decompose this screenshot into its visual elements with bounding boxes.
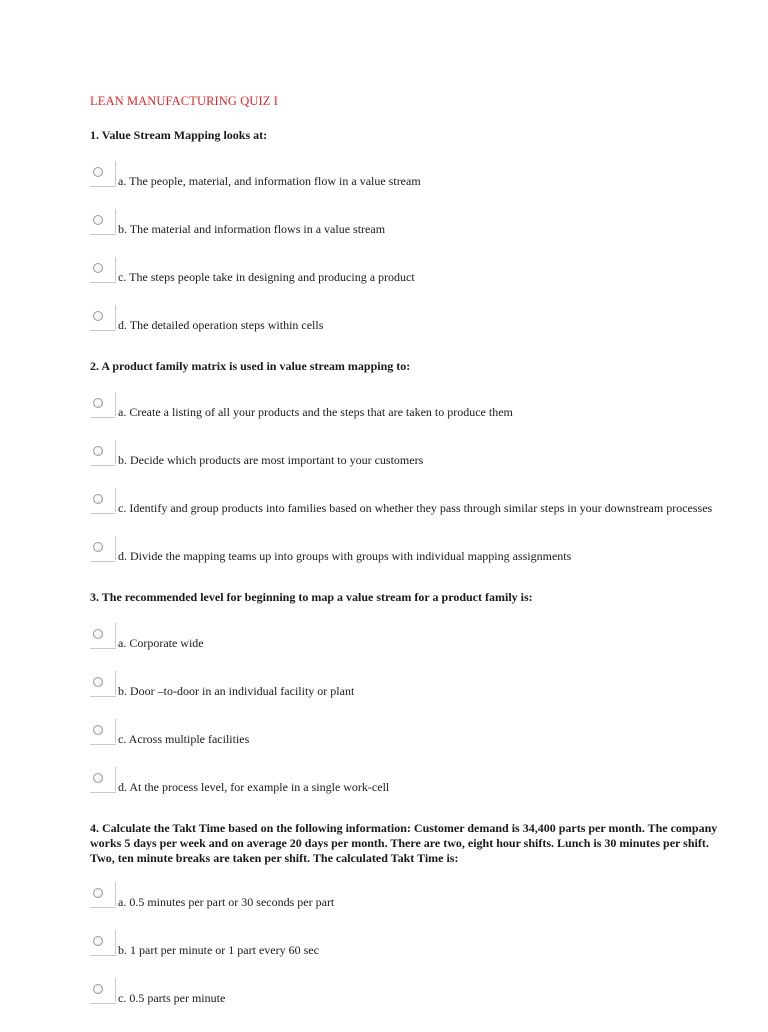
answer-option[interactable] bbox=[90, 398, 730, 420]
radio-button[interactable] bbox=[93, 311, 103, 321]
question-text: 2. A product family matrix is used in value stream mapping to: bbox=[90, 359, 411, 373]
radio-button[interactable] bbox=[93, 215, 103, 225]
question-text: 3. The recommended level for beginning to map a value stream for a product family is: bbox=[90, 590, 533, 604]
answer-option[interactable] bbox=[90, 888, 730, 910]
answer-option[interactable] bbox=[90, 984, 730, 1006]
answer-option[interactable] bbox=[90, 215, 730, 237]
radio-button[interactable] bbox=[93, 263, 103, 273]
radio-button[interactable] bbox=[93, 542, 103, 552]
answer-option[interactable] bbox=[90, 494, 730, 516]
question-text: 4. Calculate the Takt Time based on the following information: Customer demand is 34,400 parts per month. The company works 5 days per week and on average 20 days per month. There are two, eight hour shifts. Lunch is 30 minutes per shift. Two, ten minute breaks are taken per shift. The calculated Takt Time is: bbox=[90, 821, 718, 865]
option-label: a. 0.5 minutes per part or 30 seconds per part bbox=[118, 895, 335, 909]
answer-option[interactable] bbox=[90, 167, 730, 189]
answer-options bbox=[90, 398, 730, 564]
option-label: a. Create a listing of all your products and the steps that are taken to produce them bbox=[118, 405, 513, 419]
question-4 bbox=[90, 821, 730, 1006]
radio-button[interactable] bbox=[93, 984, 103, 994]
answer-options bbox=[90, 167, 730, 333]
radio-button[interactable] bbox=[93, 936, 103, 946]
radio-button[interactable] bbox=[93, 773, 103, 783]
answer-option[interactable] bbox=[90, 725, 730, 747]
option-label: c. Across multiple facilities bbox=[118, 732, 250, 746]
answer-option[interactable] bbox=[90, 263, 730, 285]
question-2 bbox=[90, 359, 730, 564]
answer-option[interactable] bbox=[90, 936, 730, 958]
answer-option[interactable] bbox=[90, 542, 730, 564]
option-label: b. Decide which products are most important to your customers bbox=[118, 453, 424, 467]
radio-button[interactable] bbox=[93, 446, 103, 456]
option-label: d. Divide the mapping teams up into groups with groups with individual mapping assignments bbox=[118, 549, 572, 563]
option-label: c. The steps people take in designing and producing a product bbox=[118, 270, 415, 284]
option-label: b. The material and information flows in a value stream bbox=[118, 222, 386, 236]
answer-option[interactable] bbox=[90, 311, 730, 333]
answer-option[interactable] bbox=[90, 677, 730, 699]
option-label: d. At the process level, for example in a single work-cell bbox=[118, 780, 390, 794]
radio-button[interactable] bbox=[93, 629, 103, 639]
option-label: b. Door –to-door in an individual facility or plant bbox=[118, 684, 355, 698]
question-text: 1. Value Stream Mapping looks at: bbox=[90, 128, 268, 142]
answer-option[interactable] bbox=[90, 446, 730, 468]
quiz-page bbox=[90, 94, 730, 1032]
radio-button[interactable] bbox=[93, 167, 103, 177]
radio-button[interactable] bbox=[93, 494, 103, 504]
answer-option[interactable] bbox=[90, 773, 730, 795]
option-label: c. 0.5 parts per minute bbox=[118, 991, 226, 1005]
radio-button[interactable] bbox=[93, 888, 103, 898]
radio-button[interactable] bbox=[93, 725, 103, 735]
radio-button[interactable] bbox=[93, 677, 103, 687]
option-label: a. Corporate wide bbox=[118, 636, 204, 650]
option-label: b. 1 part per minute or 1 part every 60 sec bbox=[118, 943, 319, 957]
option-label: d. The detailed operation steps within cells bbox=[118, 318, 324, 332]
answer-option[interactable] bbox=[90, 629, 730, 651]
answer-options bbox=[90, 629, 730, 795]
answer-options bbox=[90, 888, 730, 1006]
quiz-title: LEAN MANUFACTURING QUIZ I bbox=[90, 94, 279, 108]
option-label: c. Identify and group products into families based on whether they pass through similar steps in your downstream processes bbox=[118, 501, 713, 515]
radio-button[interactable] bbox=[93, 398, 103, 408]
option-label: a. The people, material, and information flow in a value stream bbox=[118, 174, 421, 188]
question-3 bbox=[90, 590, 730, 795]
question-1 bbox=[90, 128, 730, 333]
